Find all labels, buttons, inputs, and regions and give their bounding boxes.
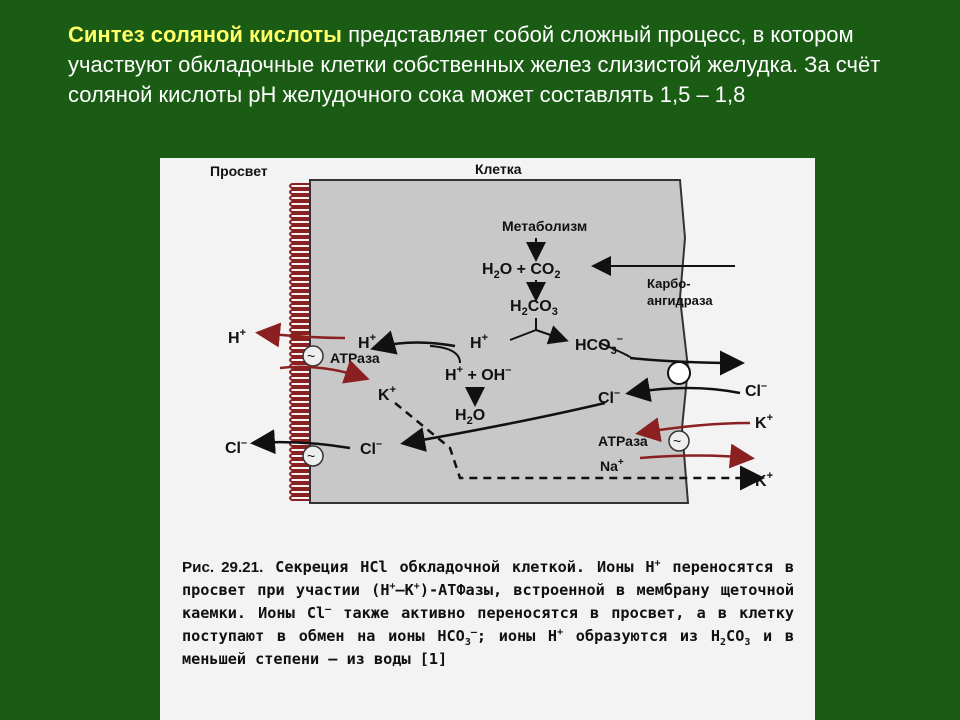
label-na: Na+: [600, 457, 624, 474]
label-cl-right: Cl–: [745, 380, 768, 400]
diagram-svg: [160, 158, 815, 558]
caption-label: Рис. 29.21.: [182, 559, 264, 576]
label-h2co3: $H_2CO_3$: [510, 298, 558, 318]
label-carbo2: ангидраза: [647, 293, 713, 308]
label-metabolism: Метаболизм: [502, 218, 588, 234]
label-h2o-bottom: $H_2O$: [455, 407, 486, 427]
label-atpase-right: АТРаза: [598, 433, 648, 449]
svg-text:~: ~: [307, 448, 316, 464]
label-hplus-lumen: H+: [228, 327, 246, 347]
intro-text: представляет собой сложный процесс, в котором участвуют обкладочные клетки собственных желез слизистой желудка. За счёт соляной кислоты рН желудочного сока может составлять 1,5 – 1,8: [68, 22, 881, 107]
figure-hcl-secretion: [160, 158, 815, 720]
label-lumen: Просвет: [210, 163, 268, 179]
label-h-oh: H+ + OH–: [445, 364, 512, 384]
label-hplus-center: H+: [470, 332, 488, 352]
label-k-right: K+: [755, 412, 773, 432]
label-h2o-co2: $H_2O + CO_2$: [482, 261, 561, 281]
label-cl-inside: Cl–: [360, 438, 383, 458]
label-hplus-left: H+: [358, 332, 376, 352]
intro-highlight: Синтез соляной кислоты: [68, 22, 342, 47]
label-hco3: $HCO_3^-$: [575, 333, 623, 357]
label-atpase-left: АТРаза: [330, 350, 380, 366]
label-k-out-bottom: K+: [755, 470, 773, 490]
label-carbo1: Карбо-: [647, 276, 691, 291]
label-k-inside: K+: [378, 384, 396, 404]
intro-paragraph: [68, 20, 938, 110]
label-cell: Клетка: [475, 161, 522, 177]
label-cl-lumen: Cl–: [225, 437, 248, 457]
svg-text:~: ~: [307, 348, 316, 364]
svg-text:~: ~: [673, 433, 682, 449]
label-cl-center: Cl–: [598, 387, 621, 407]
figure-caption: Рис. 29.21. Секреция HCl обкладочной клеткой. Ионы H+ переносятся в просвет при участии (H+–K+)-АТФазы, встроенной в мембрану щеточной каемки. Ионы Cl– также активно переносятся в просвет, а в клетку поступают в обмен на ионы $HCO_3^-$; ионы H+ образуются из $H_2CO_3$ и в меньшей степени – из воды [1]: [182, 557, 795, 668]
